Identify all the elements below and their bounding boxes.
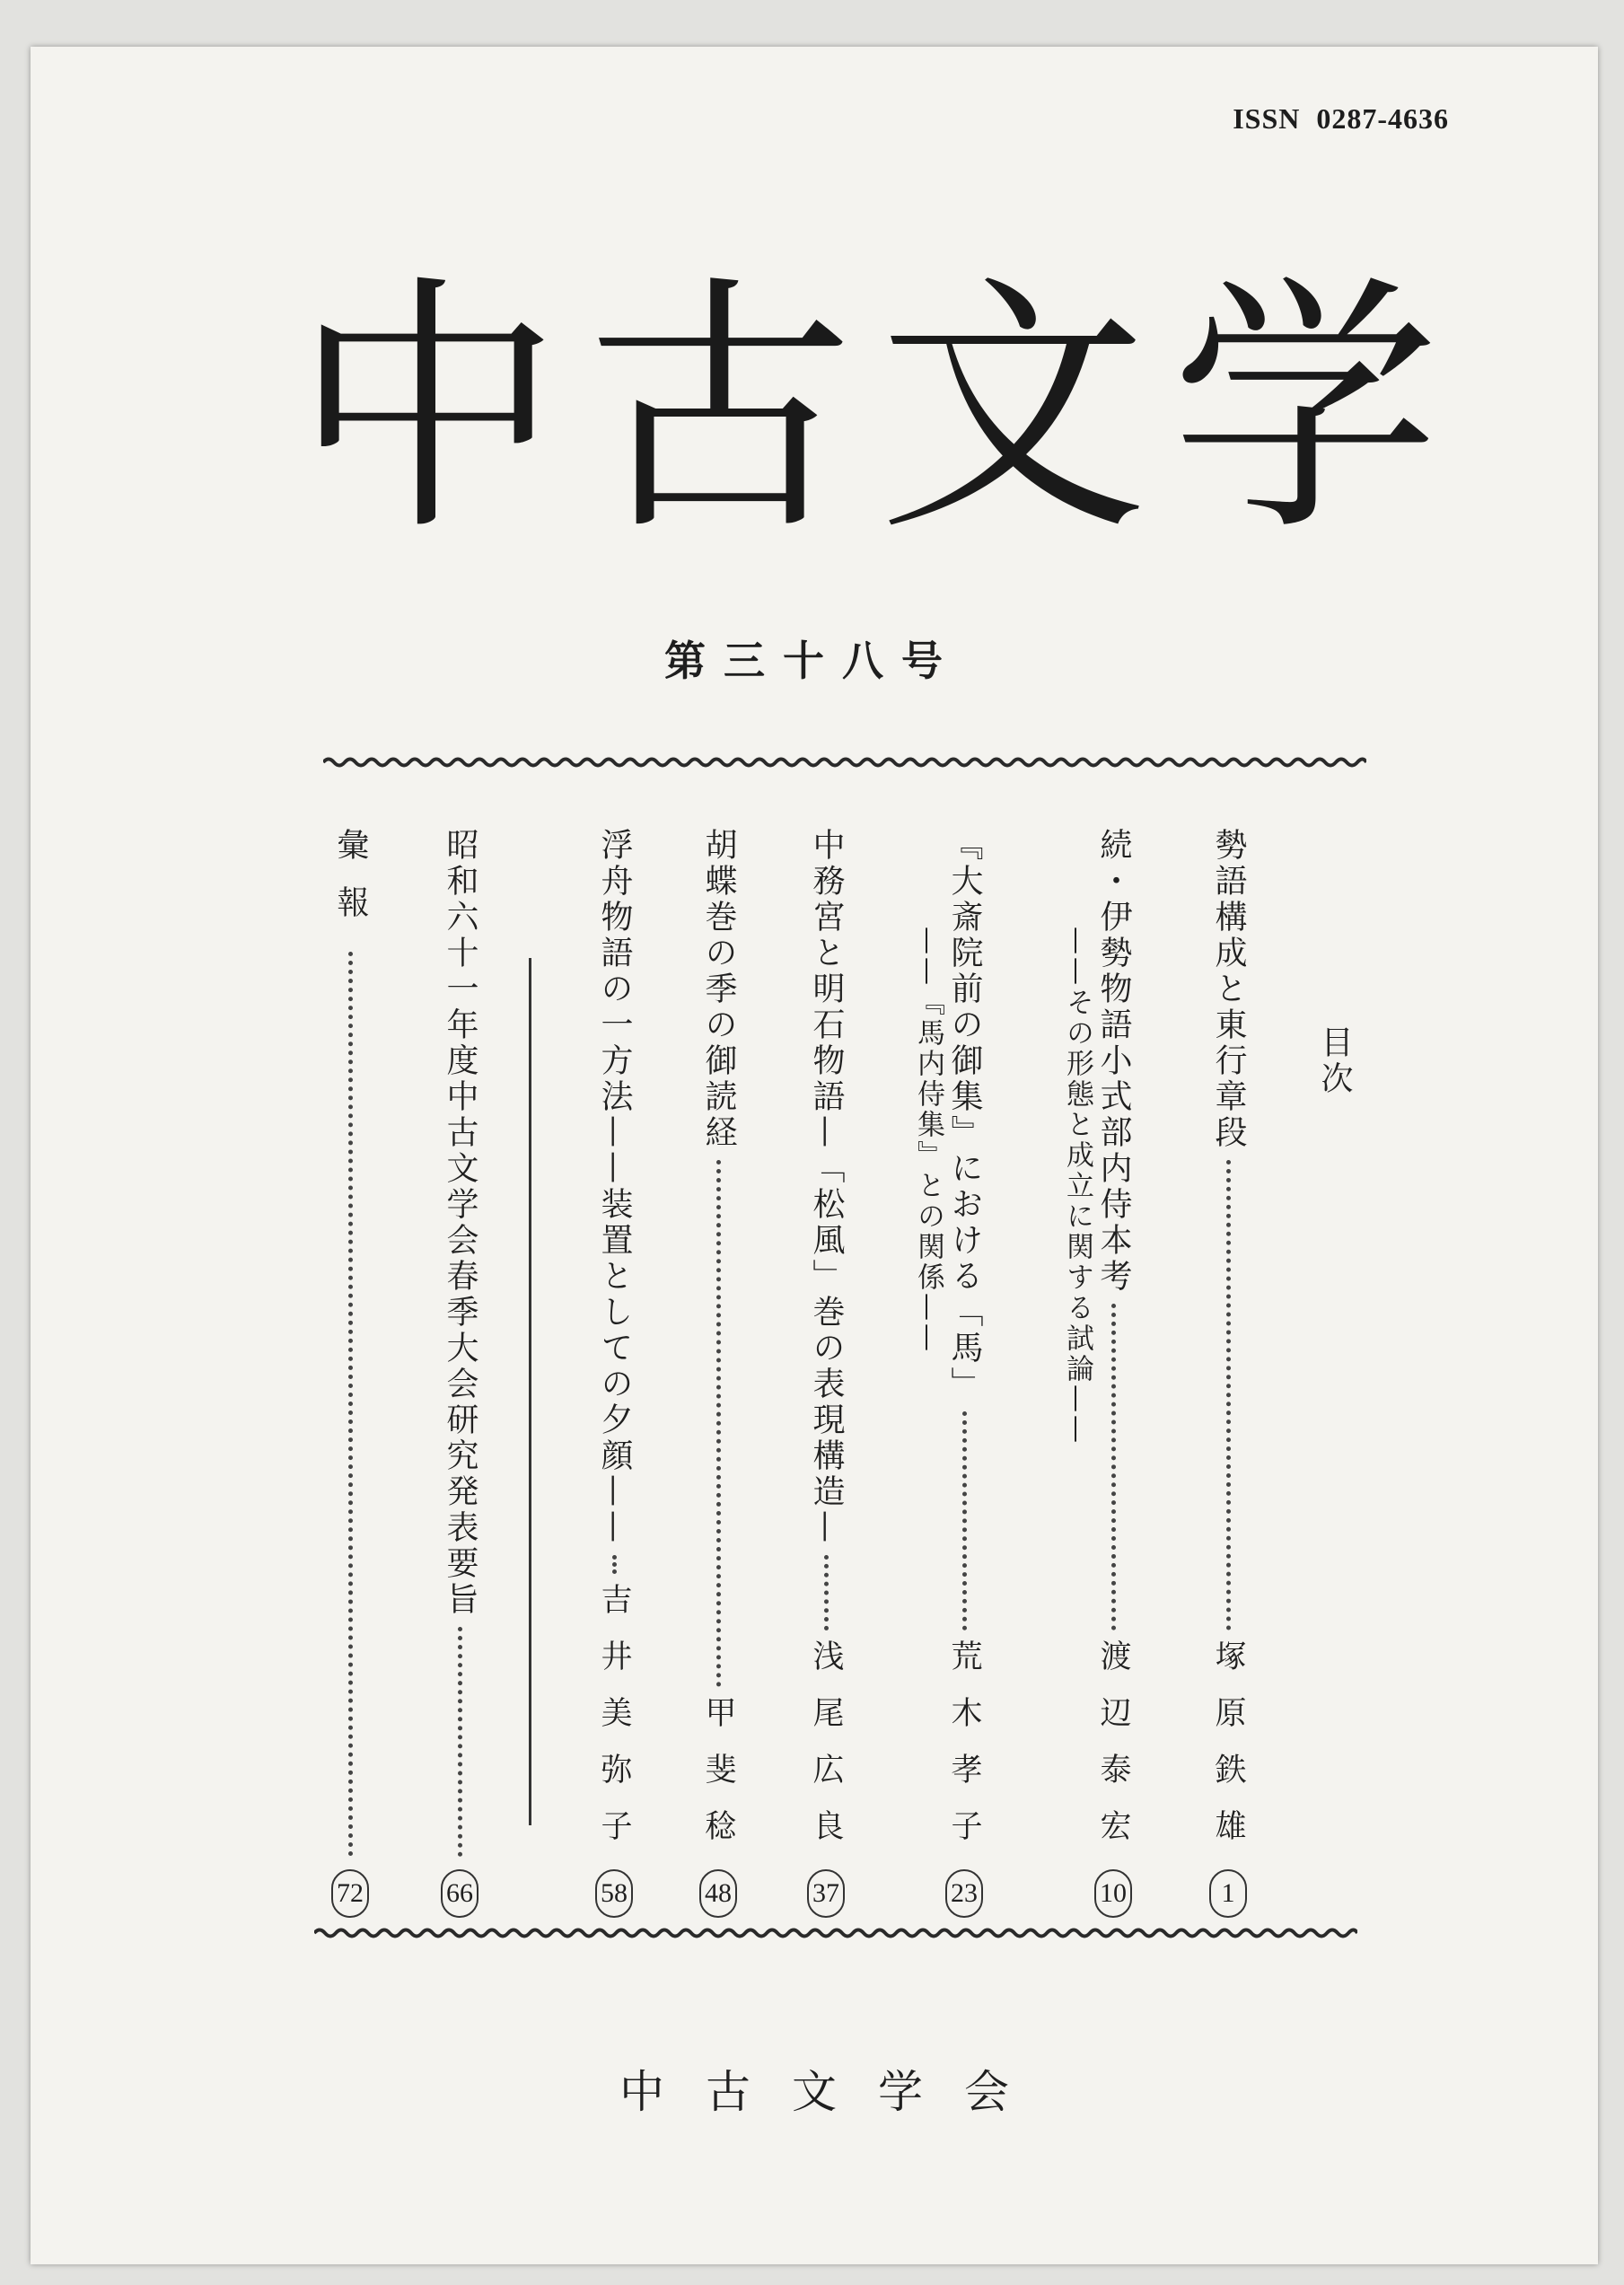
toc-entry-author: 吉井美弥子: [596, 1583, 632, 1866]
toc-entry-title: 昭和六十一年度中古文学会春季大会研究発表要旨: [442, 828, 478, 1618]
toc-leader-dots: [348, 952, 353, 1857]
toc-entry-7: [436, 828, 483, 1918]
toc-entry-subtitle: ——『馬内侍集』との関係——: [912, 927, 944, 1354]
toc-entry-author: 渡辺泰宏: [1095, 1639, 1131, 1866]
toc-entry-5: [695, 828, 742, 1918]
toc-entry-6: [591, 828, 637, 1918]
toc-leader-dots: [962, 1411, 967, 1630]
toc-page-number: 1: [1209, 1869, 1247, 1918]
toc-entry-title: 浮舟物語の一方法——装置としての夕顔——: [596, 828, 633, 1546]
toc-entry-title: 中務宮と明石物語—「松風」巻の表現構造—: [808, 828, 845, 1546]
toc-entry-title: 勢語構成と東行章段: [1210, 828, 1247, 1151]
issn-number: ISSN 0287-4636: [1233, 102, 1449, 135]
toc-leader-dots: [458, 1627, 462, 1857]
journal-cover: [31, 47, 1598, 2264]
toc-page-number: 23: [945, 1869, 983, 1918]
top-wavy-rule: [323, 756, 1366, 769]
toc-page-number: 58: [595, 1869, 633, 1918]
toc-entry-4: [803, 828, 849, 1918]
toc-page-number: 10: [1094, 1869, 1132, 1918]
toc-page-number: 48: [699, 1869, 737, 1918]
toc-entry-1: [1205, 828, 1251, 1918]
toc-entry-title: 続・伊勢物語小式部内侍本考: [1095, 828, 1132, 1295]
toc-leader-dots: [612, 1555, 617, 1574]
toc-page-number: 37: [807, 1869, 845, 1918]
toc-entry-author: 甲斐稔: [700, 1696, 736, 1866]
toc-entry-8: [327, 828, 373, 1918]
toc-leader-dots: [716, 1160, 721, 1687]
issue-number: 第三十八号: [664, 637, 961, 685]
toc-leader-dots: [824, 1555, 829, 1630]
toc-page-number: 72: [331, 1869, 369, 1918]
bottom-wavy-rule: [314, 1927, 1357, 1939]
toc-entry-author: 荒木孝子: [946, 1639, 982, 1866]
publisher-name: 中古文学会: [619, 2066, 1050, 2118]
toc-entry-author: 浅尾広良: [808, 1639, 844, 1866]
toc-page-number: 66: [441, 1869, 478, 1918]
toc-entry-subtitle: ——その形態と成立に関する試論——: [1061, 927, 1093, 1446]
toc-leader-dots: [1226, 1160, 1231, 1630]
toc-entry-author: 塚原鉄雄: [1210, 1639, 1246, 1866]
toc-entry-title: 『大斎院前の御集』における「馬」: [946, 828, 983, 1402]
toc-heading: 目次: [1316, 1025, 1353, 1097]
toc-leader-dots: [1111, 1304, 1116, 1630]
column-divider: [529, 958, 531, 1825]
toc-entry-title: 胡蝶巻の季の御読経: [700, 828, 737, 1151]
journal-title: 中古文学: [293, 253, 1463, 567]
toc-entry-title: 彙報: [332, 828, 369, 943]
